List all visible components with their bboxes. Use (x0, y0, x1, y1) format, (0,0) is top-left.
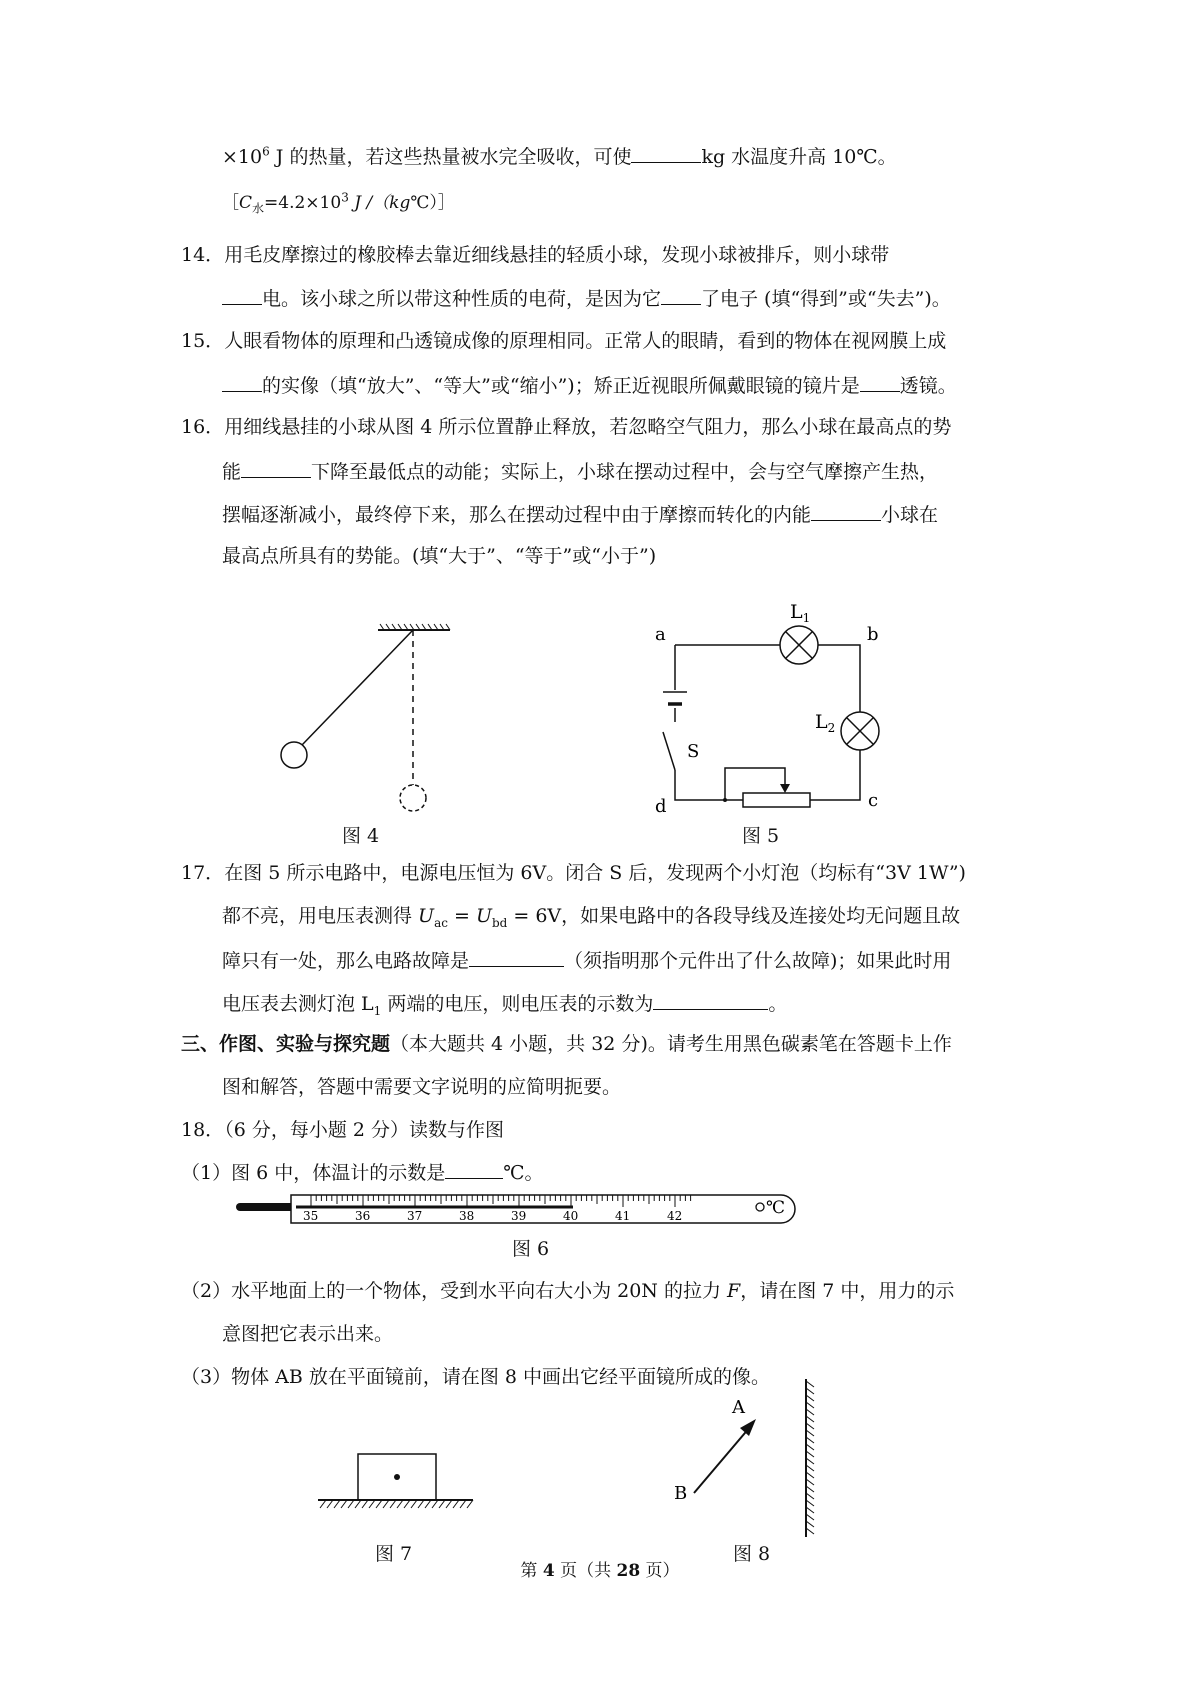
q15-line1: 15．人眼看物体的原理和凸透镜成像的原理相同。正常人的眼睛，看到的物体在视网膜上成 (181, 330, 947, 352)
tick-label: 41 (615, 1209, 631, 1223)
fig4-pendulum (280, 620, 480, 820)
tick-label: 38 (459, 1209, 475, 1223)
fig5-caption: 图 5 (742, 825, 780, 847)
q17-line3: 障只有一处，那么电路故障是 （须指明那个元件出了什么故障)；如果此时用 (222, 946, 951, 974)
lamp-l1 (780, 626, 818, 664)
wire-switch-d (675, 770, 743, 800)
q17-line2: 都不亮，用电压表测得 $U_{ac} = U_{bd} = 6V$，如果电路中的各段导线及连接处均无问题且故 (222, 905, 961, 930)
answer-blank[interactable] (222, 284, 262, 305)
answer-blank[interactable] (469, 946, 564, 967)
section3-line1: 三、作图、实验与探究题（本大题共 4 小题，共 32 分)。请考生用黑色碳素笔在答题卡上作 (181, 1033, 952, 1055)
wire-b-l2 (818, 645, 860, 712)
label-b: b (867, 624, 879, 645)
ball-lowest (400, 785, 426, 811)
fig8-caption: 图 8 (733, 1543, 771, 1565)
label-a: A (732, 1397, 745, 1418)
q16-line3: 摆幅逐渐减小，最终停下来，那么在摆动过程中由于摩擦而转化的内能 小球在 (222, 500, 938, 528)
answer-blank[interactable] (445, 1158, 503, 1179)
q18-p2-line2: 意图把它表示出来。 (222, 1323, 394, 1345)
mirror-hatch (806, 1381, 814, 1534)
tick-label: 42 (667, 1209, 683, 1223)
answer-blank[interactable] (661, 284, 701, 305)
tick-label: 40 (563, 1209, 579, 1223)
fig4-caption: 图 4 (342, 825, 380, 847)
label-d: d (655, 796, 667, 817)
string-line (302, 630, 413, 745)
battery (663, 692, 687, 704)
junction-dot (723, 798, 727, 802)
ground-hatch (320, 1500, 473, 1508)
q16-line2: 能 下降至最低点的动能；实际上，小球在摆动过程中，会与空气摩擦产生热， (222, 457, 938, 485)
q18-p3: （3）物体 AB 放在平面镜前，请在图 8 中画出它经平面镜所成的像。 (181, 1366, 771, 1388)
arrowhead (740, 1419, 756, 1436)
q18-p1: （1）图 6 中，体温计的示数是 ℃。 (181, 1158, 544, 1186)
label-c: c (868, 790, 879, 811)
fig7-block (318, 1448, 478, 1518)
q18-head: 18．（6 分，每小题 2 分）读数与作图 (181, 1119, 504, 1141)
label-s: S (687, 741, 700, 762)
q16-line1: 16．用细线悬挂的小球从图 4 所示位置静止释放，若忽略空气阻力，那么小球在最高点的势 (181, 416, 952, 438)
answer-blank[interactable] (860, 371, 900, 392)
q17-line4: 电压表去测灯泡 $L_1$ 两端的电压，则电压表的示数为 。 (222, 989, 787, 1017)
q15-line2: 的实像（填“放大”、“等大”或“缩小”)；矫正近视眼所佩戴眼镜的镜片是 透镜。 (222, 371, 957, 399)
object-ab (694, 1427, 750, 1493)
center-dot (394, 1474, 400, 1480)
label-l2: $L_2$ (815, 711, 836, 735)
fig6-thermometer (236, 1187, 796, 1237)
lamp-l2 (841, 712, 879, 750)
tick-label: 36 (355, 1209, 371, 1223)
q13-line1: $\times 10^6$ J 的热量，若这些热量被水完全吸收，可使 kg 水温度升高 10℃。 (222, 142, 897, 170)
tick-label: 37 (407, 1209, 423, 1223)
label-a: a (655, 624, 666, 645)
tick-label: 39 (511, 1209, 527, 1223)
label-b: B (674, 1483, 688, 1504)
fig7-caption: 图 7 (375, 1543, 413, 1565)
ball-start (281, 742, 307, 768)
fig6-caption: 图 6 (512, 1238, 550, 1260)
answer-blank[interactable] (222, 371, 262, 392)
degree-circle (756, 1203, 764, 1211)
switch-s (663, 720, 687, 770)
answer-blank[interactable] (631, 142, 701, 163)
label-l1: $L_1$ (790, 601, 811, 625)
q18-p2-line1: （2）水平地面上的一个物体，受到水平向右大小为 20N 的拉力 F，请在图 7 中，用力的示 (181, 1280, 955, 1302)
tick-label: 35 (303, 1209, 319, 1223)
bulb-end (236, 1203, 296, 1211)
answer-blank[interactable] (241, 457, 311, 478)
q13-line2: $[C_水=4.2\times 10^3$ J /（kg℃）］ (222, 190, 455, 216)
answer-blank[interactable] (653, 989, 768, 1010)
wire-l2-c (810, 750, 860, 800)
fig5-circuit (655, 600, 895, 825)
q17-line1: 17．在图 5 所示电路中，电源电压恒为 6V。闭合 S 后，发现两个小灯泡（均标有“3V 1W”) (181, 862, 966, 884)
page-footer: 第 4 页（共 28 页） (520, 1561, 680, 1581)
unit-label: ℃ (766, 1198, 786, 1218)
section3-line2: 图和解答，答题中需要文字说明的应简明扼要。 (222, 1076, 622, 1098)
q14-line2: 电。该小球之所以带这种性质的电荷，是因为它 了电子 (填“得到”或“失去”)。 (222, 284, 951, 312)
q14-line1: 14．用毛皮摩擦过的橡胶棒去靠近细线悬挂的轻质小球，发现小球被排斥，则小球带 (181, 244, 890, 266)
answer-blank[interactable] (811, 500, 881, 521)
fig8-mirror (668, 1375, 828, 1540)
q16-line4: 最高点所具有的势能。(填“大于”、“等于”或“小于”) (222, 545, 657, 567)
rheostat (725, 768, 810, 807)
